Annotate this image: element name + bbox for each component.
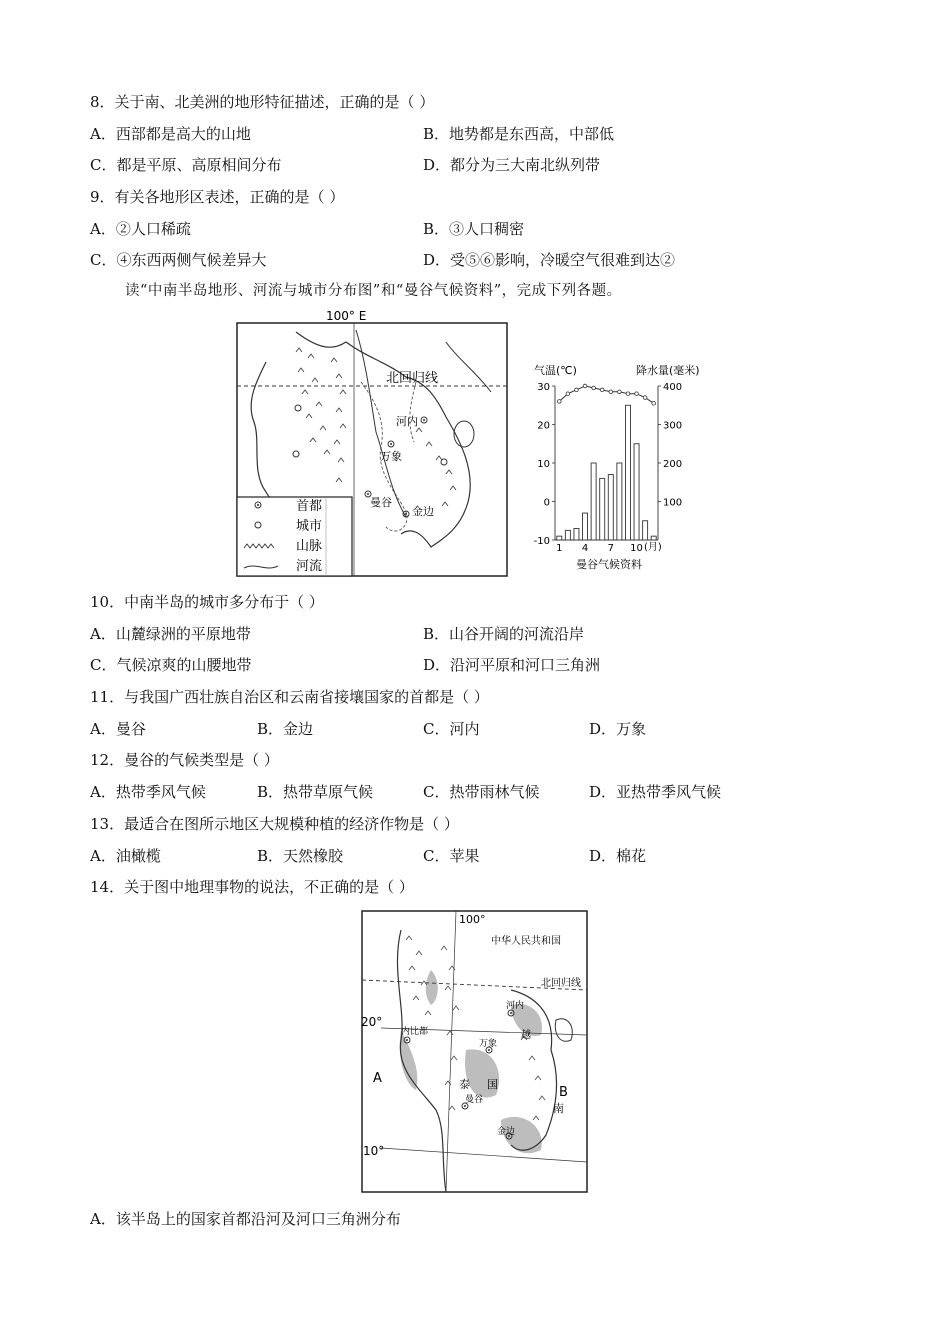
temperature-point [575,388,579,392]
q9-option-d[interactable]: D．受⑤⑥影响，冷暖空气很难到达② [423,251,676,269]
temperature-point [643,396,647,400]
map2-city-phnompenh: 金边 [497,1127,516,1137]
map2-label-a: A [373,1071,382,1086]
q11-option-c[interactable]: C．河内 [423,720,480,738]
q9-option-b[interactable]: B．③人口稠密 [423,220,525,238]
y-right-tick-label: 400 [663,382,683,393]
precipitation-bar [583,513,588,540]
q12-option-a[interactable]: A．热带季风气候 [90,783,206,801]
q8-stem: 8．关于南、北美洲的地形特征描述，正确的是（ ） [90,93,435,111]
map2-char-guo: 国 [487,1078,498,1091]
chart-title: 曼谷气候资料 [576,558,642,571]
q10-stem: 10．中南半岛的城市多分布于（ ） [90,593,324,611]
q10-option-b[interactable]: B．山谷开阔的河流沿岸 [423,625,585,643]
chart-ylabel-right: 降水量(毫米) [636,364,700,377]
q12-option-c[interactable]: C．热带雨林气候 [423,783,540,801]
precipitation-bar [608,475,613,540]
precipitation-bar [574,528,579,540]
map2-city-naypyidaw: 内比都 [401,1027,429,1037]
q12-stem: 12．曼谷的气候类型是（ ） [90,751,279,769]
y-left-tick-label: 20 [537,420,550,432]
y-left-tick-label: 10 [537,459,550,470]
legend-capital: 首都 [296,499,323,514]
q14-option-a[interactable]: A．该半岛上的国家首都沿河及河口三角洲分布 [90,1210,401,1228]
map2-char-tai: 泰 [459,1078,470,1091]
legend-river: 河流 [296,559,323,574]
precipitation-bar [651,536,656,540]
map1-tropic-label: 北回归线 [386,371,439,386]
temperature-point [583,384,587,388]
chart-ylabel-left: 气温(℃) [534,364,577,377]
map1-city-hanoi: 河内 [396,415,418,428]
precipitation-bar [600,478,605,540]
x-tick-label: 4 [581,543,589,554]
q11-option-d[interactable]: D．万象 [589,720,647,738]
map2-city-hanoi: 河内 [506,1001,525,1011]
map2-lon-label: 100° [459,913,486,926]
temperature-point [626,392,630,396]
q12-option-b[interactable]: B．热带草原气候 [257,783,374,801]
chart-x-unit: (月) [644,542,662,553]
temperature-point [566,392,570,396]
indochina-country-map [361,910,588,1193]
temperature-point [652,402,656,406]
y-right-tick-label: 200 [663,459,683,470]
precipitation-bar [557,536,562,540]
map1-lon-label: 100° E [326,309,367,323]
y-left-tick-label: 30 [537,382,550,393]
map2-city-bangkok: 曼谷 [465,1095,484,1105]
x-tick-label: 10 [630,543,643,554]
legend-city: 城市 [296,519,323,534]
q12-option-d[interactable]: D．亚热带季风气候 [589,783,722,801]
map1-city-bangkok: 曼谷 [370,496,392,509]
q11-option-a[interactable]: A．曼谷 [90,720,146,738]
precipitation-bar [565,530,570,540]
temperature-line [559,386,653,403]
map2-char-nan: 南 [553,1102,564,1115]
map2-char-yue: 越 [521,1030,531,1041]
precipitation-bar [634,444,639,540]
temperature-point [609,390,613,394]
precipitation-bar [617,463,622,540]
q8-option-d[interactable]: D．都分为三大南北纵列带 [423,156,601,174]
legend-mountain: 山脉 [296,539,323,554]
q9-option-c[interactable]: C．④东西两侧气候差异大 [90,251,267,269]
precipitation-bar [643,521,648,540]
map2-lat20: 20° [361,1015,383,1029]
temperature-point [592,386,596,390]
q10-option-d[interactable]: D．沿河平原和河口三角洲 [423,656,601,674]
x-tick-label: 7 [607,543,614,554]
q11-stem: 11．与我国广西壮族自治区和云南省接壤国家的首都是（ ） [90,688,489,706]
q10-option-c[interactable]: C．气候凉爽的山腰地带 [90,656,252,674]
q8-option-c[interactable]: C．都是平原、高原相间分布 [90,156,282,174]
temperature-point [635,392,639,396]
q13-option-d[interactable]: D．棉花 [589,847,647,865]
q14-stem: 14．关于图中地理事物的说法，不正确的是（ ） [90,878,414,896]
q9-option-a[interactable]: A．②人口稀疏 [90,220,191,238]
q9-stem: 9．有关各地形区表述，正确的是（ ） [90,188,345,206]
reading-intro: 读“中南半岛地形、河流与城市分布图”和“曼谷气候资料”，完成下列各题。 [125,283,622,299]
q8-option-b[interactable]: B．地势都是东西高，中部低 [423,125,615,143]
map1-city-phnompenh: 金边 [412,505,434,518]
q13-option-a[interactable]: A．油橄榄 [90,847,161,865]
x-tick-label: 1 [556,543,563,554]
indochina-terrain-map [236,309,508,577]
y-right-tick-label: 100 [663,497,683,509]
map2-lat10: 10° [363,1144,385,1158]
map2-country-label: 中华人民共和国 [491,936,561,947]
temperature-point [618,390,622,394]
q11-option-b[interactable]: B．金边 [257,720,314,738]
y-left-tick-label: 0 [543,497,550,509]
q13-option-b[interactable]: B．天然橡胶 [257,847,344,865]
map2-label-b: B [559,1085,568,1100]
map2-tropic-label: 北回归线 [541,978,581,989]
y-right-tick-label: 300 [663,420,683,432]
q13-option-c[interactable]: C．苹果 [423,847,480,865]
q13-stem: 13．最适合在图所示地区大规模种植的经济作物是（ ） [90,815,459,833]
precipitation-bar [591,463,596,540]
temperature-point [557,400,561,404]
q8-option-a[interactable]: A．西部都是高大的山地 [90,125,251,143]
bangkok-climate-chart [526,360,726,575]
q10-option-a[interactable]: A．山麓绿洲的平原地带 [90,625,251,643]
y-left-tick-label: -10 [533,536,550,547]
precipitation-bar [625,405,630,540]
map1-city-vientiane: 万象 [380,450,402,463]
map2-city-vientiane: 万象 [479,1039,498,1049]
temperature-point [600,388,604,392]
